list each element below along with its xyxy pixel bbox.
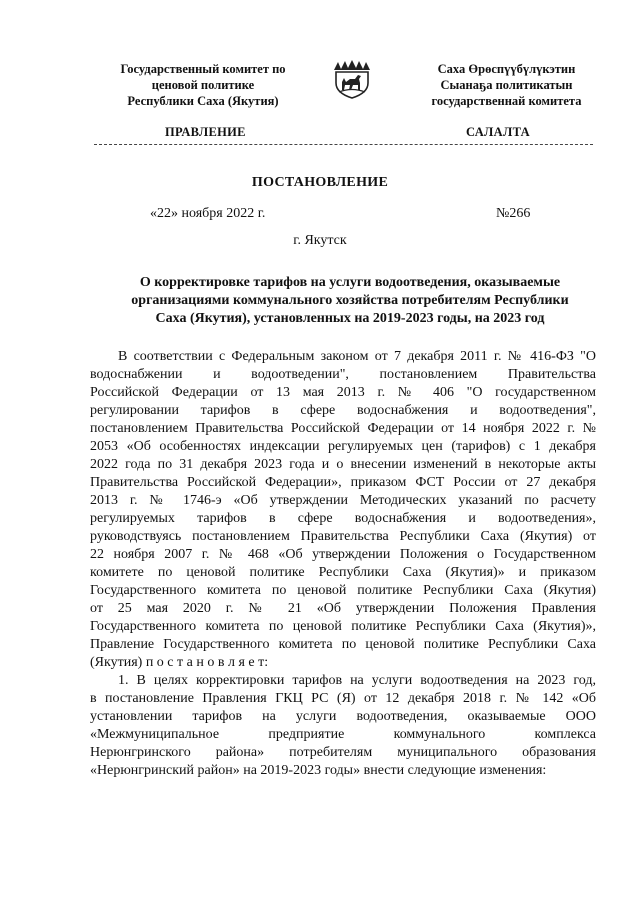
subject-line: Саха (Якутия), установленных на 2019-2023 годы, на 2023 год	[155, 311, 545, 326]
body-line: 22 ноября 2007 г. № 468 «Об утверждении Положения о Государственном	[90, 547, 596, 562]
body-line: «Нерюнгринский район» на 2019-2023 годы» внести следующие изменения:	[90, 763, 547, 778]
issuer-name-yakut	[404, 61, 609, 109]
body-line: от 25 мая 2020 г. № 21 «Об утверждении Положения Правления	[90, 601, 596, 616]
sakha-coat-of-arms-icon	[331, 59, 373, 99]
document-body	[90, 348, 596, 780]
document-date: «22» ноября 2022 г.	[150, 206, 266, 221]
body-line: регулируемых тарифов в сфере водоснабжения и водоотведения»,	[90, 511, 596, 526]
body-line: Российской Федерации от 13 мая 2013 г. № 406 "О государственном	[90, 385, 596, 400]
body-line: установлении тарифов на услуги водоотведения, оказываемые ООО	[90, 709, 596, 724]
document-number: №266	[496, 206, 531, 221]
issuer-line: Государственный комитет по	[120, 62, 286, 76]
issuer-line: ценовой политике	[151, 78, 255, 92]
issuer-line: государственнай комитета	[431, 94, 582, 108]
body-line: водоснабжении и водоотведении", постановлением Правительства	[90, 367, 596, 382]
body-line: В соответствии с Федеральным законом от 7 декабря 2011 г. № 416-ФЗ "О	[118, 349, 596, 364]
body-line: Правление Государственного комитета по ценовой политике Республики Саха	[90, 637, 596, 652]
body-line: в постановление Правления ГКЦ РС (Я) от 12 декабря 2018 г. № 142 «Об	[90, 691, 596, 706]
body-line: «Межмуниципальное предприятие коммунального комплекса	[90, 727, 596, 742]
header-divider	[94, 144, 593, 145]
issuer-name-russian	[98, 61, 308, 109]
body-line: Нерюнгринского района» потребителям муниципального образования	[90, 745, 596, 760]
board-label-russian: ПРАВЛЕНИЕ	[165, 125, 246, 139]
body-line: 2013 г. № 1746-э «Об утверждении Методических указаний по расчету	[90, 493, 596, 508]
issuer-line: Саха Өрөспүүбүлүкэтин	[437, 62, 576, 76]
document-title: ПОСТАНОВЛЕНИЕ	[251, 175, 389, 190]
body-line: Государственного комитета по ценовой политике Республики Саха (Якутия)	[90, 583, 596, 598]
body-line: постановлением Правительства Российской Федерации от 14 ноября 2022 г. №	[90, 421, 596, 436]
subject-line: организациями коммунального хозяйства потребителям Республики	[131, 293, 569, 308]
body-line: руководствуясь постановлением Правительства Республики Саха (Якутия) от	[90, 529, 596, 544]
issuer-line: Республики Саха (Якутия)	[127, 94, 279, 108]
body-line: Государственного комитета по ценовой политике Республики Саха (Якутия)»,	[90, 619, 596, 634]
issuer-line: Сыанаҕа политикатын	[440, 78, 573, 92]
body-line: (Якутия) п о с т а н о в л я е т:	[90, 655, 269, 670]
document-subject	[100, 274, 600, 328]
document-city: г. Якутск	[293, 233, 347, 248]
body-line: 2022 года по 31 декабря 2023 года и о внесении изменений в некоторые акты	[90, 457, 596, 472]
body-line: Правительства Российской Федерации», приказом ФСТ России от 27 декабря	[90, 475, 596, 490]
board-label-yakut: САЛАЛТА	[466, 125, 530, 139]
body-line: регулировании тарифов в сфере водоснабжения и водоотведения",	[90, 403, 596, 418]
body-line: комитете по ценовой политике Республики Саха (Якутия)» и приказом	[90, 565, 596, 580]
body-line: 2053 «Об особенностях индексации регулируемых цен (тарифов) с 1 декабря	[90, 439, 596, 454]
subject-line: О корректировке тарифов на услуги водоотведения, оказываемые	[139, 275, 561, 290]
body-line: 1. В целях корректировки тарифов на услуги водоотведения на 2023 год,	[118, 673, 596, 688]
